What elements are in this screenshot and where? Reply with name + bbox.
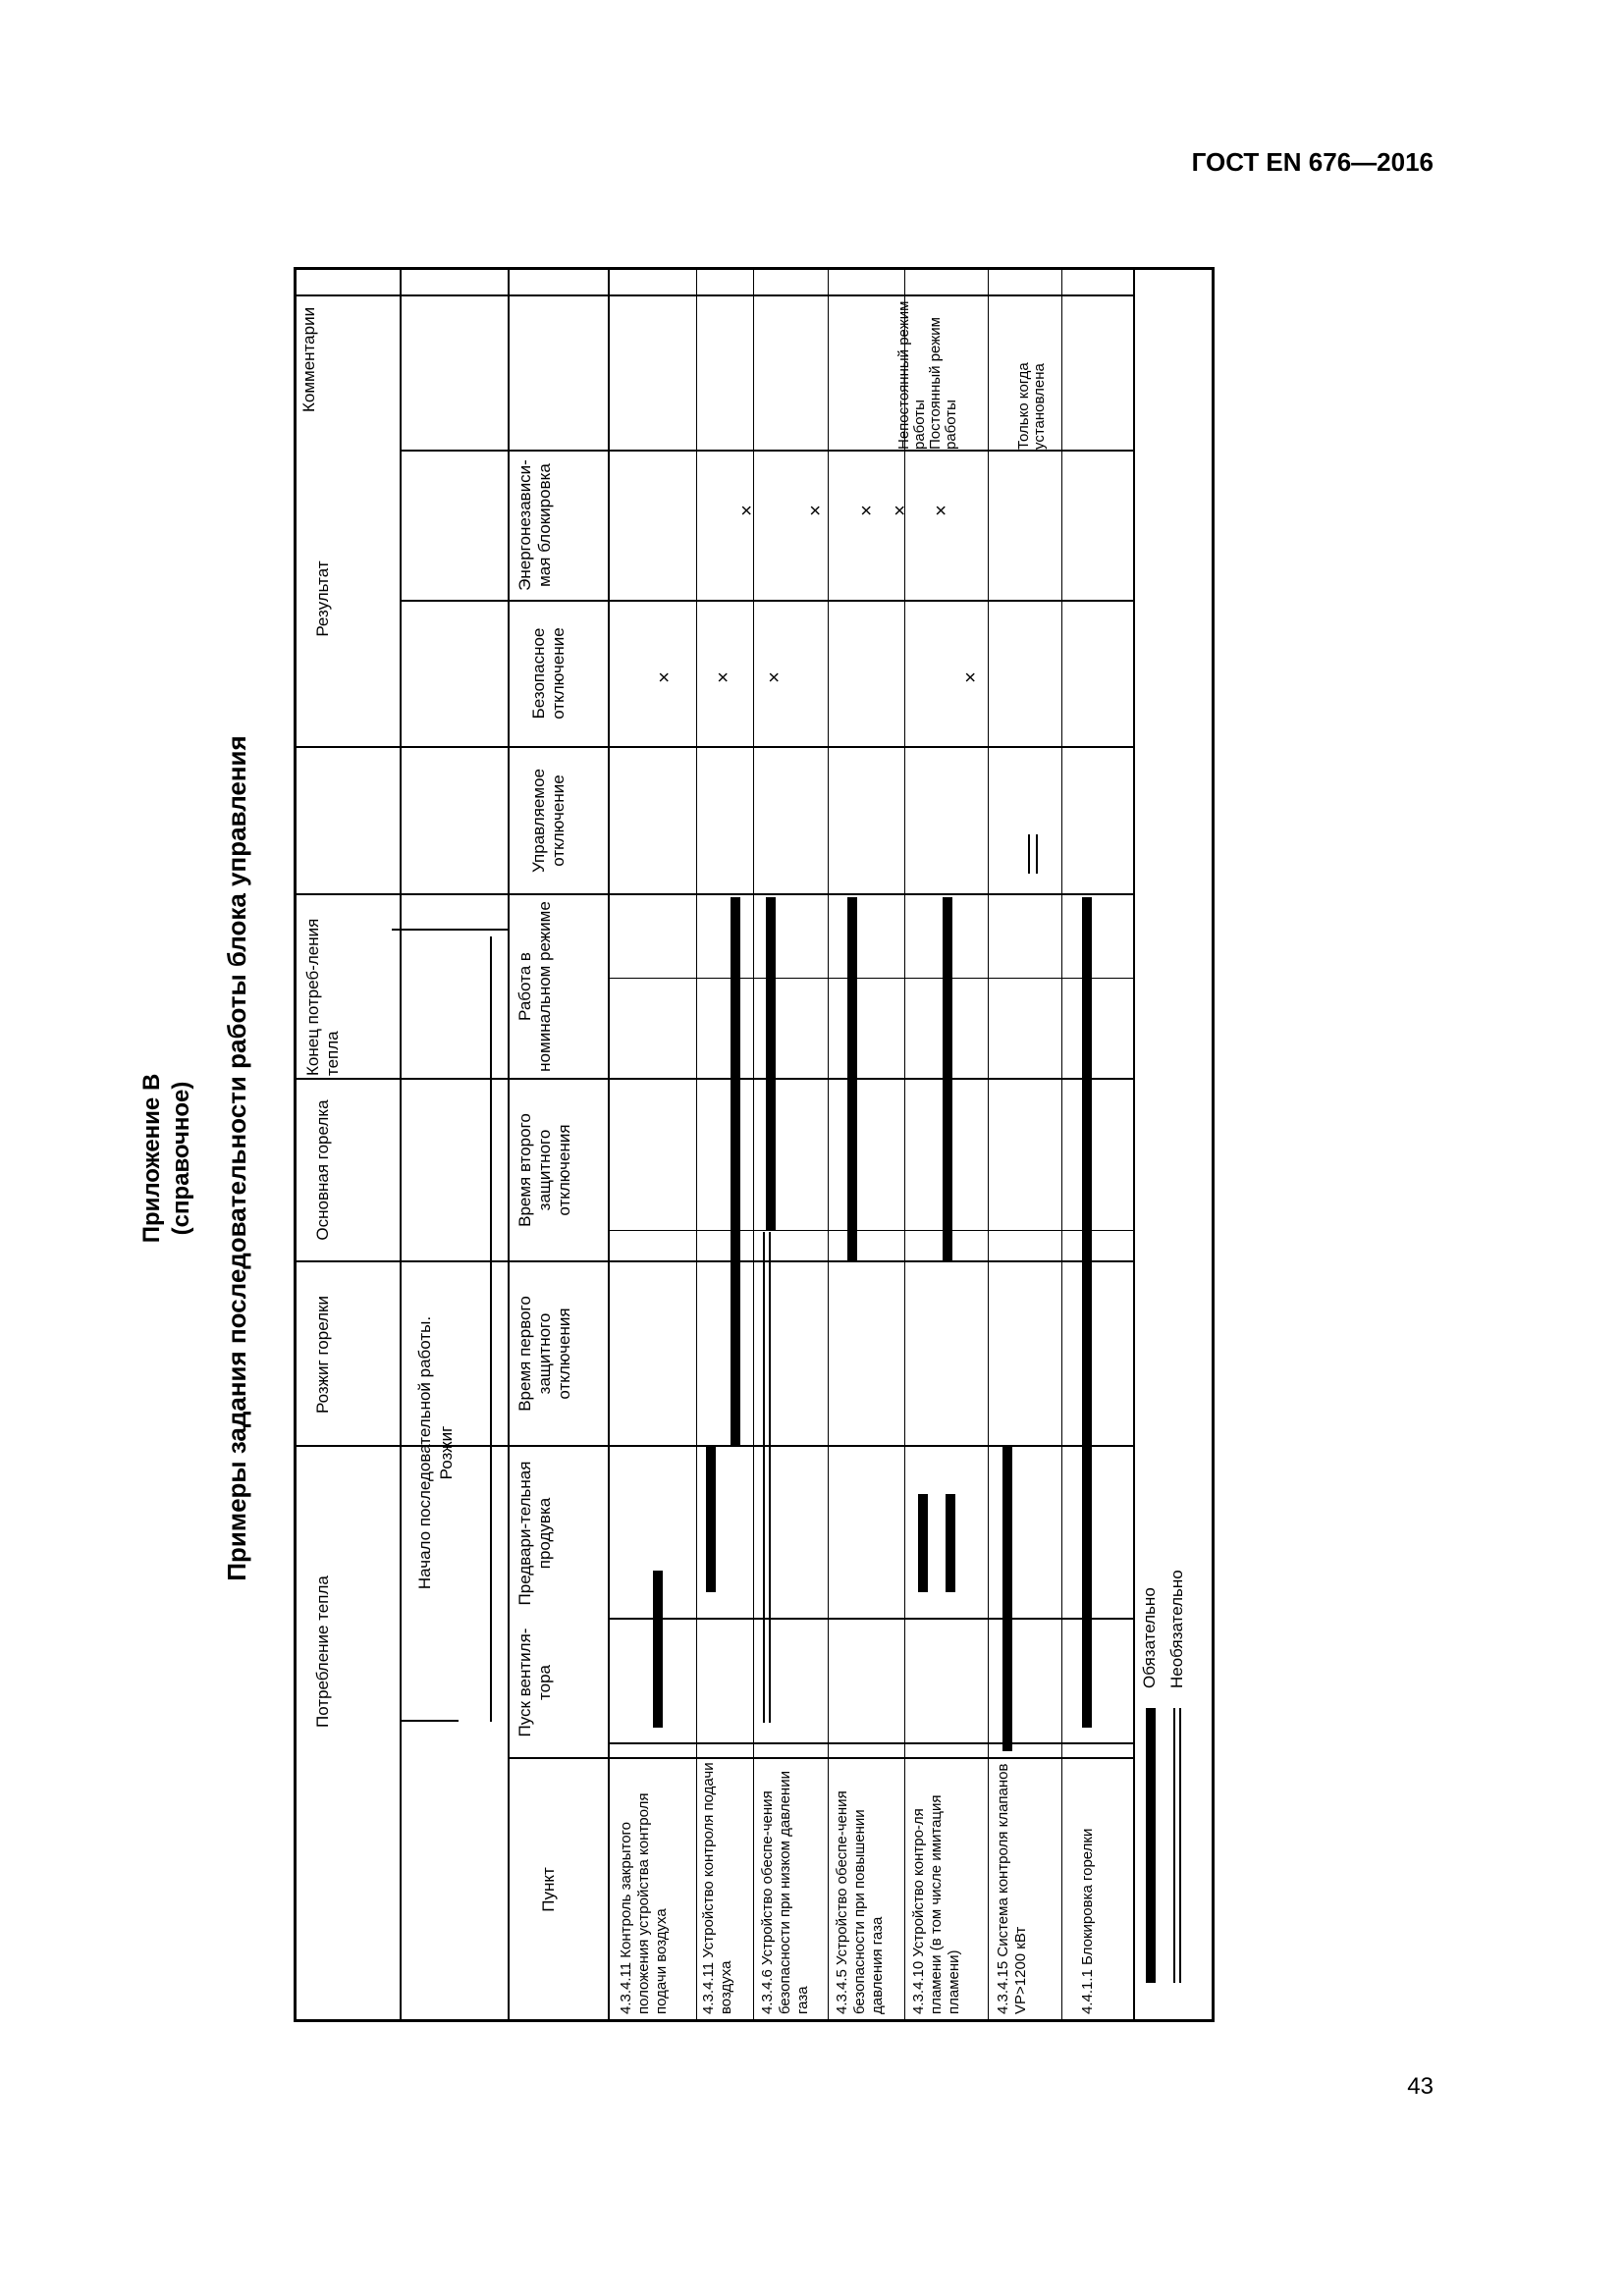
annex-title: Приложение В — [138, 1073, 165, 1244]
lockout-mark: × — [890, 505, 911, 516]
legend-mandatory: Обязательно — [1140, 1587, 1159, 1688]
bar-mandatory — [1002, 1447, 1012, 1751]
col-controlled: Управляемое отключение — [529, 769, 568, 873]
comment: Постоянный режим работы — [927, 317, 959, 450]
frame-left — [294, 2019, 1215, 2022]
frame-top — [294, 267, 297, 2022]
bar-mandatory — [766, 897, 776, 1231]
row-item: 4.3.4.15 Система контроля клапанов VP>1200 кВт — [995, 1763, 1029, 2014]
col-fan: Пуск вентиля-тора — [515, 1628, 554, 1737]
bar-mandatory — [847, 897, 857, 1262]
lockout-mark: × — [856, 505, 878, 516]
row-item: 4.3.4.10 Устройство контро-ля пламени (в том числе имитация пламени) — [910, 1794, 962, 2014]
row-line — [1133, 267, 1135, 2022]
phase-main: Основная горелка — [313, 1099, 332, 1241]
phase-comments: Комментарии — [299, 306, 318, 412]
col-line — [400, 450, 1133, 452]
row-line — [400, 267, 402, 2022]
arrow-line — [490, 936, 492, 1722]
row-item: 4.3.4.11 Устройство контроля подачи воздуха — [700, 1762, 734, 2014]
col-line — [508, 1757, 1133, 1759]
col-nominal: Работа в номинальном режиме — [515, 901, 554, 1072]
phase-heat: Потребление тепла — [313, 1575, 332, 1728]
lockout-mark: × — [805, 505, 827, 516]
bar-optional — [1028, 834, 1038, 874]
row-item: 4.3.4.6 Устройство обеспе-чения безопасности при низком давлении газа — [759, 1771, 811, 2014]
frame-right — [294, 267, 1215, 270]
page-number: 43 — [1407, 2073, 1434, 2100]
comment: Непостоянный режим работы — [895, 300, 928, 450]
col-line — [294, 1078, 1133, 1080]
main-title: Примеры задания последовательности работы блока управления — [222, 735, 251, 1581]
bar-mandatory — [706, 1447, 716, 1592]
bar-mandatory — [731, 897, 740, 1447]
col-line — [608, 978, 1133, 979]
lockout-mark: × — [931, 505, 952, 516]
arrow-line — [402, 929, 510, 931]
bar-optional — [763, 1232, 771, 1723]
col-line — [294, 294, 1133, 296]
safe-mark: × — [960, 671, 982, 683]
col-lockout: Энергонезависи-мая блокировка — [515, 459, 554, 591]
gost-code: ГОСТ EN 676—2016 — [1191, 147, 1434, 177]
col-purge: Предвари-тельная продувка — [515, 1461, 554, 1606]
col-first-safety: Время первого защитного отключения — [515, 1296, 573, 1412]
bar-mandatory — [653, 1571, 663, 1728]
col-line — [294, 893, 1133, 895]
safe-mark: × — [713, 671, 734, 683]
sequence-start-label: Начало последовательной работы. — [415, 1315, 434, 1590]
col-item: Пункт — [539, 1867, 558, 1912]
col-line — [608, 1618, 1133, 1620]
phase-end: Конец потреб-ления тепла — [303, 918, 342, 1076]
col-second-safety: Время второго защитного отключения — [515, 1113, 573, 1227]
col-line — [400, 600, 1133, 602]
arrow-line — [400, 1720, 459, 1722]
sequence-ignite-label: Розжиг — [437, 1425, 456, 1480]
phase-result: Результат — [313, 561, 332, 637]
legend-mandatory-bar — [1146, 1708, 1156, 1983]
arrow-line — [392, 929, 402, 931]
bar-mandatory — [946, 1494, 955, 1592]
col-line — [608, 1230, 1133, 1231]
safe-mark: × — [764, 671, 785, 683]
sequence-table — [294, 267, 1215, 2022]
row-item: 4.3.4.11 Контроль закрытого положения устройства контроля подачи воздуха — [618, 1792, 670, 2014]
annex-title-block — [137, 393, 265, 1924]
bar-mandatory — [1082, 897, 1092, 1728]
bar-mandatory — [918, 1494, 928, 1592]
col-line — [294, 746, 1133, 748]
frame-bottom — [1212, 267, 1215, 2022]
bar-mandatory — [943, 897, 952, 1262]
col-safe: Безопасное отключение — [529, 627, 568, 720]
safe-mark: × — [654, 671, 676, 683]
legend-optional-bar — [1173, 1708, 1181, 1983]
comment: Только когда установлена — [1015, 362, 1048, 450]
annex-subtitle: (справочное) — [168, 1081, 194, 1236]
row-item: 4.3.4.5 Устройство обеспе-чения безопасности при повышении давления газа — [834, 1790, 886, 2014]
lockout-mark: × — [736, 505, 758, 516]
row-item: 4.4.1.1 Блокировка горелки — [1079, 1828, 1096, 2014]
legend-optional: Необязательно — [1167, 1570, 1186, 1688]
phase-ignition: Розжиг горелки — [313, 1296, 332, 1414]
col-line — [608, 1742, 1133, 1744]
